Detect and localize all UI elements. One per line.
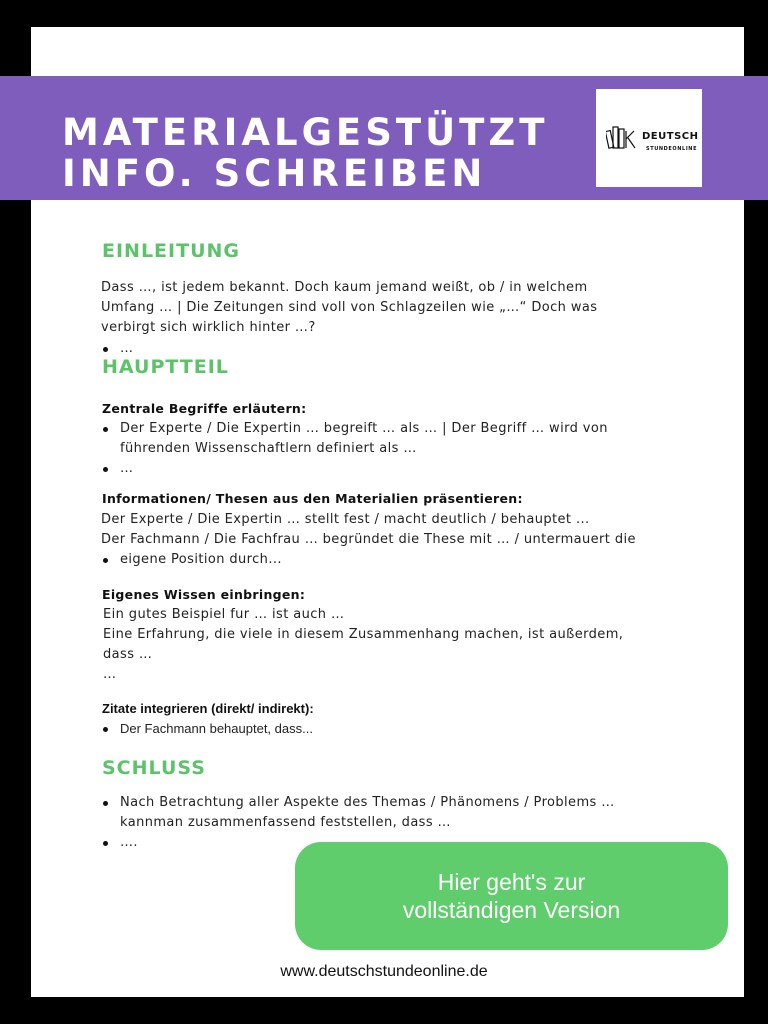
wissen-line: Ein gutes Beispiel fur … ist auch … <box>103 607 345 622</box>
page-title <box>62 112 548 194</box>
einleitung-line: Dass …, ist jedem bekannt. Doch kaum jemand weißt, ob / in welchem <box>101 280 588 295</box>
wissen-line: Eine Erfahrung, die viele in diesem Zusammenhang machen, ist außerdem, <box>103 627 624 642</box>
thesen-line: Der Fachmann / Die Fachfrau … begründet die These mit … / untermauert die <box>101 532 636 547</box>
brand-logo <box>596 89 702 187</box>
logo-text: DEUTSCH <box>642 131 699 142</box>
list-item: … <box>103 339 133 359</box>
website-link[interactable]: www.deutschstundeonline.de <box>280 963 488 980</box>
wissen-subheading: Eigenes Wissen einbringen: <box>102 587 306 602</box>
list-item: … <box>103 459 608 479</box>
einleitung-text <box>101 278 597 338</box>
wissen-line: … <box>103 667 117 682</box>
title-line-2: INFO. SCHREIBEN <box>62 152 487 195</box>
full-version-button[interactable] <box>295 842 728 950</box>
begriffe-subheading: Zentrale Begriffe erläutern: <box>102 401 307 416</box>
cta-line-1: Hier geht's zur <box>437 869 586 895</box>
thesen-subheading: Informationen/ Thesen aus den Materialien präsentieren: <box>102 491 523 506</box>
einleitung-heading: EINLEITUNG <box>102 240 240 262</box>
einleitung-line: Umfang … | Die Zeitungen sind voll von Schlagzeilen wie „…“ Doch was <box>101 300 598 315</box>
list-item-line: kannman zusammenfassend feststellen, dass … <box>120 815 451 830</box>
books-icon <box>606 123 642 149</box>
einleitung-line: verbirgt sich wirklich hinter …? <box>101 320 316 335</box>
logo-subtext: STUNDEONLINE <box>646 146 698 152</box>
thesen-line: Der Experte / Die Expertin … stellt fest / macht deutlich / behauptet ... <box>101 512 590 527</box>
cta-line-2: vollständigen Version <box>402 897 621 923</box>
list-item: Der Fachmann behauptet, dass... <box>103 719 313 739</box>
list-item-line: Nach Betrachtung aller Aspekte des Themas / Phänomens / Problems … <box>120 795 615 810</box>
begriffe-list <box>103 419 608 479</box>
thesen-list <box>103 550 282 570</box>
list-item-line: führenden Wissenschaftlern definiert als … <box>120 441 417 456</box>
wissen-line: dass … <box>103 647 153 662</box>
title-line-1: MATERIALGESTÜTZT <box>62 111 549 154</box>
wissen-text <box>103 605 623 685</box>
zitate-subheading: Zitate integrieren (direkt/ indirekt): <box>102 701 314 716</box>
list-item-line: Der Experte / Die Expertin … begreift … als … | Der Begriff … wird von <box>120 421 608 436</box>
thesen-text <box>101 510 636 550</box>
list-item <box>103 793 615 833</box>
hauptteil-heading: HAUPTTEIL <box>102 356 229 378</box>
schluss-heading: SCHLUSS <box>102 757 206 779</box>
list-item: eigene Position durch... <box>103 550 282 570</box>
list-item <box>103 419 608 459</box>
list-item: …. <box>103 833 615 853</box>
zitate-list <box>103 719 313 739</box>
